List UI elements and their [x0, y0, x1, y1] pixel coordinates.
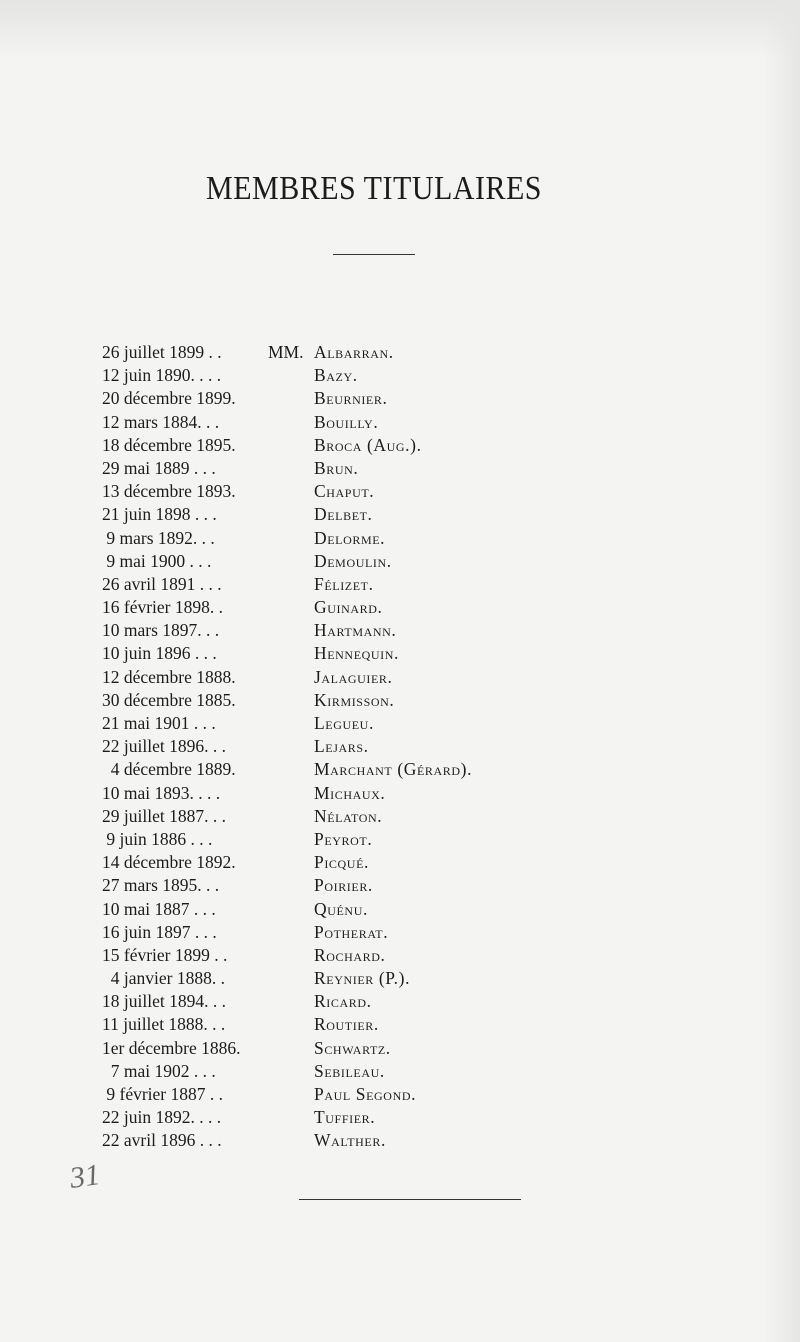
member-date: 7 mai 1902 . . .	[102, 1060, 216, 1081]
member-row	[0, 550, 800, 573]
member-date: 16 février 1898. .	[102, 597, 224, 618]
member-date: 4 décembre 1889.	[102, 759, 236, 780]
member-row	[0, 758, 800, 781]
honorific-prefix: MM.	[268, 342, 304, 362]
member-date: 18 juillet 1894. . .	[102, 991, 226, 1012]
member-name: Quénu.	[314, 898, 368, 919]
member-date: 10 juin 1896 . . .	[102, 643, 217, 664]
member-name: Ricard.	[314, 991, 372, 1012]
member-row	[0, 735, 800, 758]
member-name: Demoulin.	[314, 550, 392, 571]
member-date: 10 mars 1897. . .	[102, 620, 220, 641]
member-row	[0, 341, 800, 364]
title-rule	[333, 254, 415, 255]
member-date: 18 décembre 1895.	[102, 434, 236, 455]
member-date: 29 juillet 1887. . .	[102, 805, 226, 826]
member-name: Sebileau.	[314, 1060, 385, 1081]
member-date: 22 avril 1896 . . .	[102, 1130, 222, 1151]
member-date: 4 janvier 1888. .	[102, 968, 225, 989]
member-name: Rochard.	[314, 944, 386, 965]
member-name: Bazy.	[314, 365, 358, 386]
member-name: Reynier (P.).	[314, 968, 411, 989]
member-row	[0, 782, 800, 805]
member-row	[0, 387, 800, 410]
member-date: 10 mai 1887 . . .	[102, 898, 216, 919]
member-date: 12 juin 1890. . . .	[102, 365, 222, 386]
member-row	[0, 1037, 800, 1060]
member-name: Albarran.	[314, 342, 394, 362]
member-name: Hennequin.	[314, 643, 399, 664]
member-name: Tuffier.	[314, 1107, 376, 1128]
member-name: Delorme.	[314, 527, 386, 548]
member-name: Delbet.	[314, 504, 373, 525]
member-date: 13 décembre 1893.	[102, 481, 236, 502]
member-name: Potherat.	[314, 921, 389, 942]
member-date: 12 mars 1884. . .	[102, 411, 220, 432]
member-row	[0, 851, 800, 874]
member-row	[0, 619, 800, 642]
member-name: Poirier.	[314, 875, 373, 896]
member-row	[0, 573, 800, 596]
member-date: 29 mai 1889 . . .	[102, 457, 216, 478]
member-date: 9 mars 1892. . .	[102, 527, 215, 548]
member-row	[0, 1083, 800, 1106]
member-row	[0, 480, 800, 503]
member-row	[0, 828, 800, 851]
member-row	[0, 874, 800, 897]
end-rule	[299, 1199, 521, 1200]
member-row	[0, 434, 800, 457]
member-name: Beurnier.	[314, 388, 388, 409]
member-date: 27 mars 1895. . .	[102, 875, 220, 896]
member-date: 10 mai 1893. . . .	[102, 782, 221, 803]
page-top-shadow	[0, 0, 800, 60]
member-name: Nélaton.	[314, 805, 383, 826]
page-title: MEMBRES TITULAIRES	[206, 169, 542, 207]
member-row	[0, 527, 800, 550]
member-name: Guinard.	[314, 597, 383, 618]
member-name: Chaput.	[314, 481, 375, 502]
member-row	[0, 1013, 800, 1036]
member-name: Peyrot.	[314, 828, 373, 849]
member-row	[0, 944, 800, 967]
member-row	[0, 967, 800, 990]
member-date: 20 décembre 1899.	[102, 388, 236, 409]
member-row	[0, 805, 800, 828]
member-row	[0, 689, 800, 712]
member-name: Bouilly.	[314, 411, 379, 432]
member-row	[0, 666, 800, 689]
member-name: Walther.	[314, 1130, 386, 1151]
member-date: 9 mai 1900 . . .	[102, 550, 212, 571]
member-row	[0, 596, 800, 619]
member-name: Lejars.	[314, 736, 369, 757]
member-list	[0, 341, 800, 1153]
member-row	[0, 503, 800, 526]
member-date: 11 juillet 1888. . .	[102, 1014, 226, 1035]
member-date: 9 juin 1886 . . .	[102, 828, 213, 849]
member-row	[0, 1106, 800, 1129]
member-date: 14 décembre 1892.	[102, 852, 236, 873]
member-date: 21 mai 1901 . . .	[102, 713, 216, 733]
member-name: Hartmann.	[314, 620, 397, 641]
member-date: 15 février 1899 . .	[102, 944, 228, 965]
member-row	[0, 411, 800, 434]
member-name: Félizet.	[314, 573, 374, 594]
member-date: 16 juin 1897 . . .	[102, 921, 217, 942]
member-date: 12 décembre 1888.	[102, 666, 236, 687]
member-date: 1er décembre 1886.	[102, 1037, 241, 1058]
member-date: 22 juillet 1896. . .	[102, 736, 226, 757]
member-name: Jalaguier.	[314, 666, 393, 687]
member-row	[0, 364, 800, 387]
member-name: Kirmisson.	[314, 689, 395, 710]
member-date: 30 décembre 1885.	[102, 689, 236, 710]
member-date: 26 juillet 1899 . .	[102, 342, 222, 362]
member-date: 9 février 1887 . .	[102, 1084, 224, 1104]
member-name: Broca (Aug.).	[314, 434, 422, 455]
member-name: Routier.	[314, 1014, 379, 1035]
member-row	[0, 898, 800, 921]
member-name: Marchant (Gérard).	[314, 759, 473, 780]
member-name: Paul Segond.	[314, 1084, 417, 1104]
member-row	[0, 1060, 800, 1083]
member-row	[0, 712, 800, 735]
member-row	[0, 921, 800, 944]
member-name: Schwartz.	[314, 1037, 391, 1058]
member-row	[0, 457, 800, 480]
member-row	[0, 990, 800, 1013]
member-name: Legueu.	[314, 713, 374, 733]
member-date: 22 juin 1892. . . .	[102, 1107, 222, 1128]
member-name: Michaux.	[314, 782, 386, 803]
member-date: 26 avril 1891 . . .	[102, 573, 222, 594]
member-row	[0, 1129, 800, 1152]
member-date: 21 juin 1898 . . .	[102, 504, 217, 525]
member-name: Picqué.	[314, 852, 369, 873]
member-name: Brun.	[314, 457, 359, 478]
handwritten-margin-note: 31	[67, 1158, 103, 1195]
member-row	[0, 642, 800, 665]
